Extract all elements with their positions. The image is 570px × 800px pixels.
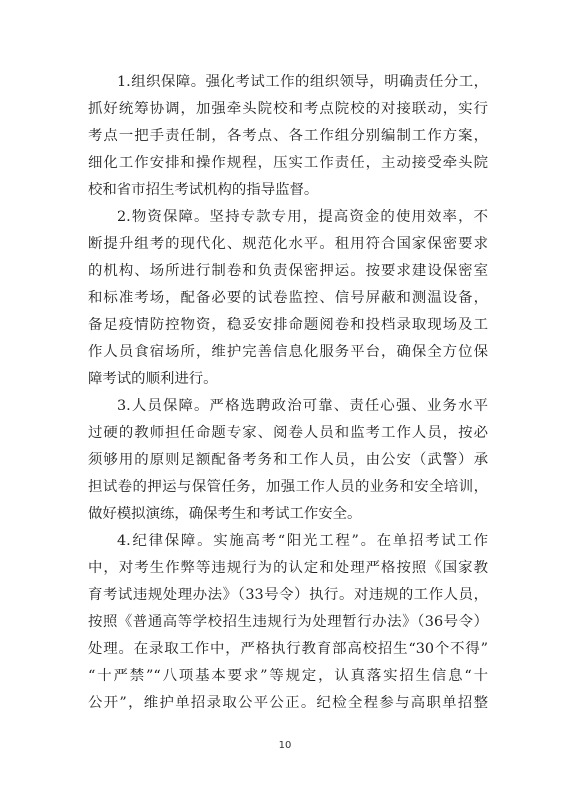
text-line: “十严禁”“八项基本要求”等规定，认真落实招生信息“十 bbox=[88, 668, 488, 684]
text-line: 断提升组考的现代化、规范化水平。租用符合国家保密要求 bbox=[88, 236, 488, 252]
text-line: 4.纪律保障。实施高考“阳光工程”。在单招考试工作 bbox=[117, 533, 488, 549]
text-line: 抓好统筹协调，加强牵头院校和考点院校的对接联动，实行 bbox=[88, 101, 488, 117]
text-line: 2.物资保障。坚持专款专用，提高资金的使用效率，不 bbox=[117, 209, 488, 225]
text-line: 1.组织保障。强化考试工作的组织领导，明确责任分工， bbox=[117, 74, 488, 90]
text-line: 作人员食宿场所，维护完善信息化服务平台，确保全方位保 bbox=[88, 344, 488, 360]
text-line: 做好模拟演练，确保考生和考试工作安全。 bbox=[88, 506, 362, 522]
text-line: 考点一把手责任制，各考点、各工作组分别编制工作方案， bbox=[88, 128, 488, 144]
text-line: 的机构、场所进行制卷和负责保密押运。按要求建设保密室 bbox=[88, 263, 488, 279]
text-line: 育考试违规处理办法》（33号令）执行。对违规的工作人员， bbox=[88, 587, 488, 603]
text-line: 须够用的原则足额配备考务和工作人员，由公安（武警）承 bbox=[88, 452, 488, 468]
text-line: 公开”，维护单招录取公平公正。纪检全程参与高职单招整 bbox=[88, 695, 488, 711]
text-line: 中，对考生作弊等违规行为的认定和处理严格按照《国家教 bbox=[88, 560, 488, 576]
text-line: 担试卷的押运与保管任务，加强工作人员的业务和安全培训， bbox=[88, 479, 488, 495]
text-line: 和标准考场，配备必要的试卷监控、信号屏蔽和测温设备， bbox=[88, 290, 488, 306]
text-line: 细化工作安排和操作规程，压实工作责任，主动接受牵头院 bbox=[88, 155, 488, 171]
text-line: 3.人员保障。严格选聘政治可靠、责任心强、业务水平 bbox=[117, 398, 488, 414]
text-line: 处理。在录取工作中，严格执行教育部高校招生“30个不得” bbox=[88, 641, 488, 657]
text-line: 过硬的教师担任命题专家、阅卷人员和监考工作人员，按必 bbox=[88, 425, 488, 441]
text-line: 校和省市招生考试机构的指导监督。 bbox=[88, 182, 319, 198]
text-line: 备足疫情防控物资，稳妥安排命题阅卷和投档录取现场及工 bbox=[88, 317, 488, 333]
text-line: 障考试的顺利进行。 bbox=[88, 371, 218, 387]
text-line: 按照《普通高等学校招生违规行为处理暂行办法》（36号令） bbox=[88, 614, 488, 630]
page-number: 10 bbox=[278, 740, 292, 751]
